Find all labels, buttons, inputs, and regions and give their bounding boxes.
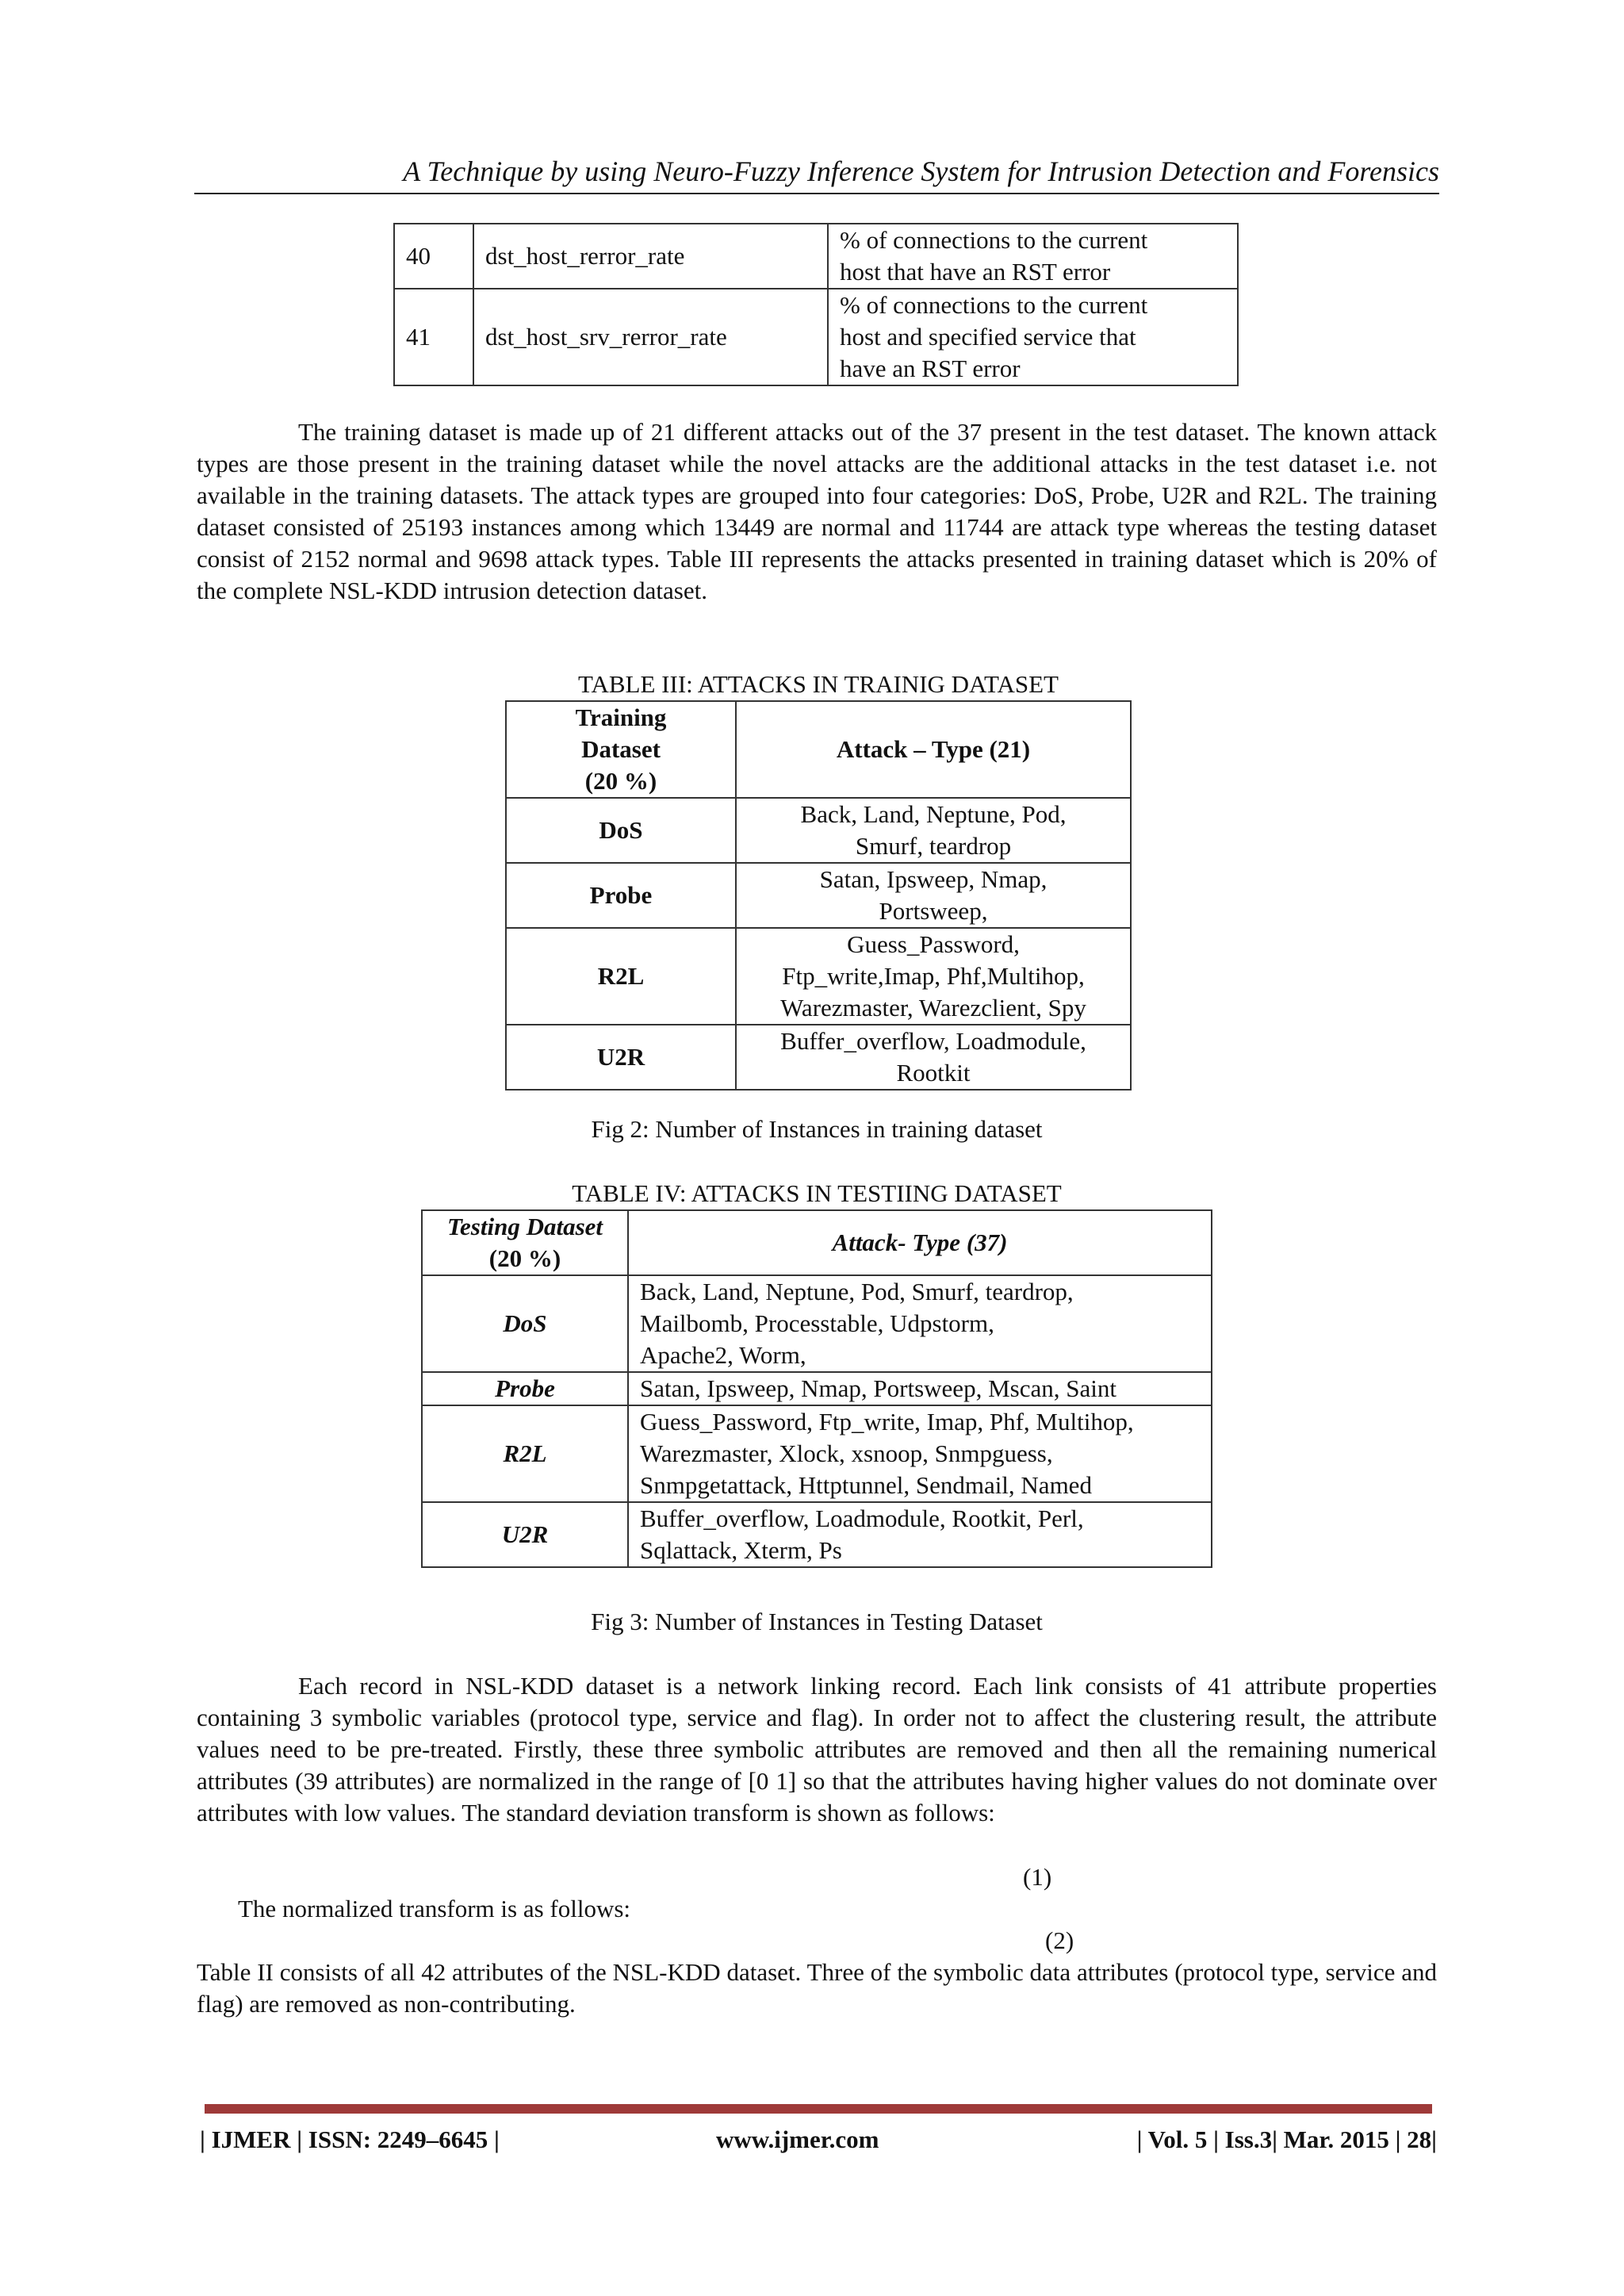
paragraph-nsl-kdd-record: Each record in NSL-KDD dataset is a network linking record. Each link consists of 41 attribute properties containing 3 symbolic variables (protocol type, service and flag). In order not to affect the clustering result, the attribute values need to be pre-treated. Firstly, these three symbolic attributes are removed and then all the remaining numerical attributes (39 attributes) are normalized in the range of [0 1] so that the attributes having higher values do not dominate over attributes with low values. The standard deviation transform is shown as follows: [197, 1672, 1437, 1826]
table4-header-attack-type: Attack- Type (37) [628, 1210, 1212, 1275]
footer-volume: | Vol. 5 | Iss.3| Mar. 2015 | 28| [1136, 2125, 1437, 2153]
attack-cell [628, 1502, 1212, 1567]
attr-name: dst_host_srv_rerror_rate [473, 289, 828, 385]
attr-desc [828, 224, 1238, 289]
attack-line: Smurf, teardrop [855, 832, 1012, 860]
attack-line: Apache2, Worm, [640, 1341, 806, 1369]
table3 [505, 700, 1132, 1091]
desc-line: have an RST error [840, 355, 1021, 382]
fig2-caption: Fig 2: Number of Instances in training dataset [591, 1115, 1043, 1143]
attack-line: Guess_Password, Ftp_write, Imap, Phf, Multihop, [640, 1408, 1134, 1435]
category-cell: DoS [506, 798, 736, 863]
header-line: (20 %) [584, 767, 657, 795]
attack-line: Snmpgetattack, Httptunnel, Sendmail, Named [640, 1471, 1092, 1499]
category-cell: R2L [506, 928, 736, 1025]
table3-header-attack-type: Attack – Type (21) [736, 701, 1131, 798]
header-line: Testing Dataset [446, 1213, 603, 1240]
attack-cell [628, 1405, 1212, 1502]
attr-num: 41 [394, 289, 473, 385]
table-row [394, 224, 1238, 289]
attack-line: Warezmaster, Xlock, xsnoop, Snmpguess, [640, 1439, 1053, 1467]
table-row [506, 928, 1131, 1025]
attr-name: dst_host_rerror_rate [473, 224, 828, 289]
category-cell: Probe [506, 863, 736, 928]
header-line: Training [575, 703, 667, 731]
attack-line: Satan, Ipsweep, Nmap, [819, 865, 1048, 893]
attack-line: Warezmaster, Warezclient, Spy [780, 994, 1086, 1022]
paragraph-training-dataset: The training dataset is made up of 21 different attacks out of the 37 present in the test dataset. The known attack types are those present in the training dataset while the novel attacks are the additional attacks in the test dataset i.e. not available in the training datasets. The attack types are grouped into four categories: DoS, Probe, U2R and R2L. The training dataset consisted of 25193 instances among which 13449 are normal and 11744 are attack type whereas the testing dataset consist of 2152 normal and 9698 attack types. Table III represents the attacks presented in training dataset which is 20% of the complete NSL-KDD intrusion detection dataset. [197, 418, 1437, 604]
table4 [421, 1209, 1212, 1568]
desc-line: % of connections to the current [840, 226, 1148, 254]
paragraph-table-ii: Table II consists of all 42 attributes of the NSL-KDD dataset. Three of the symbolic data attributes (protocol type, service and flag) are removed as non-contributing. [197, 1958, 1437, 2018]
footer-rule [205, 2104, 1432, 2114]
category-cell: U2R [506, 1025, 736, 1090]
equation-1-label: (1) [1023, 1863, 1052, 1891]
category-cell: DoS [422, 1275, 628, 1372]
category-cell: U2R [422, 1502, 628, 1567]
table3-caption: TABLE III: ATTACKS IN TRAINIG DATASET [578, 670, 1059, 698]
table3-header-dataset [506, 701, 736, 798]
attack-line: Ftp_write,Imap, Phf,Multihop, [782, 962, 1085, 990]
header-line: (20 %) [488, 1244, 561, 1272]
fig3-caption: Fig 3: Number of Instances in Testing Dataset [591, 1608, 1043, 1635]
footer-journal: | IJMER | ISSN: 2249–6645 | [200, 2125, 500, 2153]
normalized-transform-text: The normalized transform is as follows: [238, 1895, 631, 1922]
header-line: Dataset [581, 735, 661, 763]
footer-website-link[interactable]: www.ijmer.com [716, 2125, 879, 2153]
attack-line: Rootkit [896, 1059, 971, 1087]
table-row [422, 1502, 1212, 1567]
table-row [506, 1025, 1131, 1090]
table4-header-dataset [422, 1210, 628, 1275]
attack-cell [628, 1372, 1212, 1405]
running-head: A Technique by using Neuro-Fuzzy Inference System for Intrusion Detection and Forensics [403, 155, 1439, 187]
attack-line: Back, Land, Neptune, Pod, Smurf, teardrop, [640, 1278, 1074, 1305]
table-row [422, 1372, 1212, 1405]
attack-cell [736, 863, 1131, 928]
table-row [506, 863, 1131, 928]
attr-num: 40 [394, 224, 473, 289]
header-rule [194, 193, 1439, 194]
attack-line: Back, Land, Neptune, Pod, [800, 800, 1067, 828]
desc-line: host and specified service that [840, 323, 1136, 351]
attack-line: Satan, Ipsweep, Nmap, Portsweep, Mscan, Saint [640, 1374, 1116, 1402]
desc-line: host that have an RST error [840, 258, 1111, 286]
attack-cell [628, 1275, 1212, 1372]
table-header-row [506, 701, 1131, 798]
table4-caption: TABLE IV: ATTACKS IN TESTIING DATASET [572, 1179, 1062, 1207]
equation-2-label: (2) [1045, 1926, 1074, 1954]
category-cell: Probe [422, 1372, 628, 1405]
table-row [422, 1275, 1212, 1372]
attribute-table [393, 223, 1239, 386]
attack-line: Sqlattack, Xterm, Ps [640, 1536, 842, 1564]
attack-cell [736, 1025, 1131, 1090]
desc-line: % of connections to the current [840, 291, 1148, 319]
attack-cell [736, 798, 1131, 863]
attack-line: Portsweep, [879, 897, 988, 925]
category-cell: R2L [422, 1405, 628, 1502]
attack-line: Buffer_overflow, Loadmodule, [780, 1027, 1086, 1055]
table-header-row [422, 1210, 1212, 1275]
table-row [394, 289, 1238, 385]
table-row [422, 1405, 1212, 1502]
attack-line: Mailbomb, Processtable, Udpstorm, [640, 1309, 994, 1337]
table-row [506, 798, 1131, 863]
attack-line: Buffer_overflow, Loadmodule, Rootkit, Perl, [640, 1504, 1084, 1532]
attr-desc [828, 289, 1238, 385]
attack-cell [736, 928, 1131, 1025]
attack-line: Guess_Password, [847, 930, 1020, 958]
